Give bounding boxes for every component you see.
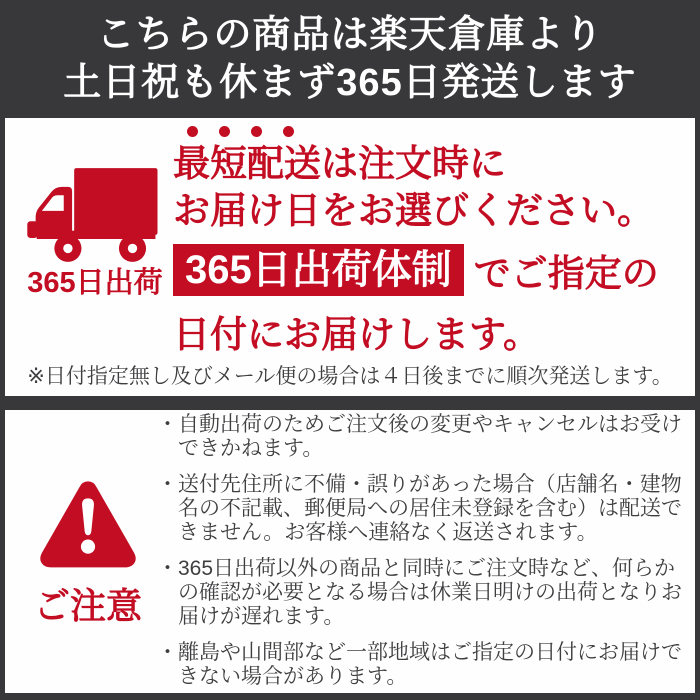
- emphasis-dot: [251, 126, 262, 137]
- caution-icon-column: [21, 476, 155, 629]
- shipping-panel: [5, 118, 695, 396]
- bullet-marker: ・: [157, 641, 178, 664]
- shipping-icon-column: [15, 164, 175, 301]
- caution-item-text: 送付先住所に不備・誤りがあった場合（店舗名・建物名の不記載、郵便局への居住未登録を含む）は配送できません。お客様へ連絡なく返送されます。: [178, 473, 682, 544]
- caution-item: [157, 557, 683, 629]
- shipping-footnote: ※日付指定無し及びメール便の場合は４日後までに順次発送します。: [27, 365, 673, 388]
- header-line-1: こちらの商品は楽天倉庫より: [96, 14, 604, 56]
- shipping-message: [173, 126, 689, 358]
- shipping-delivery-line: 日付にお届けします。: [173, 314, 541, 355]
- emphasis-dot: [219, 126, 230, 137]
- emphasis-dots: [187, 126, 689, 137]
- caution-panel: [5, 410, 695, 693]
- warning-triangle-icon: [36, 476, 140, 570]
- caution-list: [157, 413, 683, 700]
- header-banner: [0, 0, 700, 118]
- bullet-marker: ・: [157, 557, 178, 580]
- shipping-icon-label: 365日出荷: [27, 267, 163, 299]
- caution-item-text: 365日出荷以外の商品と同時にご注文時など、何らかの確認が必要となる場合は休業日明けの出荷となりお届けが遅れます。: [178, 557, 682, 628]
- caution-item: [157, 473, 683, 545]
- highlight-badge: 365日出荷体制: [173, 244, 464, 297]
- highlight-suffix: でご指定の: [473, 253, 659, 294]
- caution-item: [157, 641, 683, 689]
- bullet-marker: ・: [157, 413, 178, 436]
- shipping-heading-line-2: お届け日をお選びください。: [173, 190, 654, 231]
- delivery-truck-icon: [26, 164, 164, 264]
- emphasis-dot: [283, 126, 294, 137]
- caution-item: [157, 413, 683, 461]
- shipping-highlight-row: [173, 243, 689, 297]
- shipping-heading-line-1: 最短配送は注文時に: [173, 143, 506, 184]
- caution-item-text: 離島や山間部など一部地域はご指定の日付にお届けできない場合があります。: [178, 641, 682, 688]
- caution-item-text: 自動出荷のためご注文後の変更やキャンセルはお受けできかねます。: [178, 413, 682, 460]
- caution-label: ご注意: [33, 585, 142, 626]
- bullet-marker: ・: [157, 473, 178, 496]
- header-line-2: 土日祝も休まず365日発送します: [63, 62, 637, 104]
- emphasis-dot: [187, 126, 198, 137]
